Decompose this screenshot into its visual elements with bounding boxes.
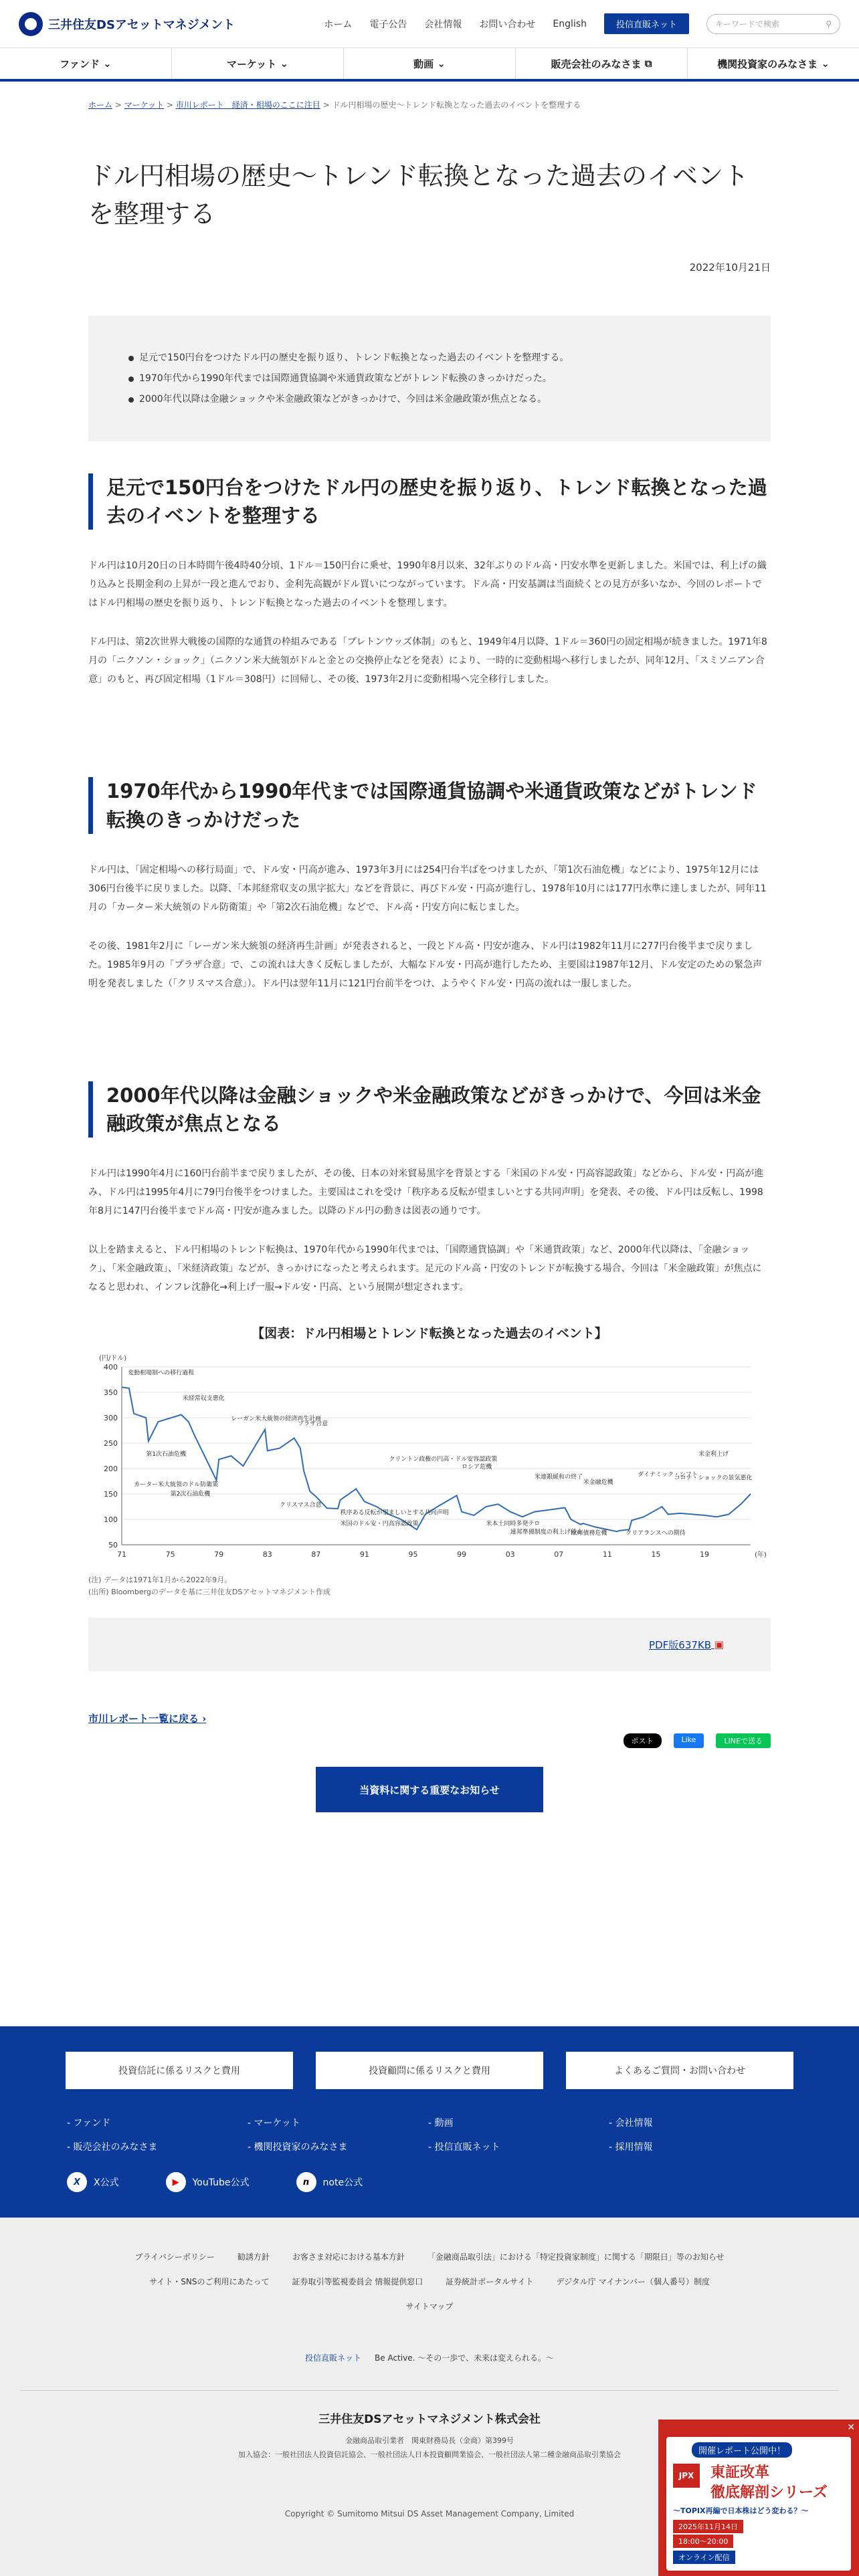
social-links: [67, 2172, 859, 2192]
breadcrumb-current: ドル円相場の歴史～トレンド転換となった過去のイベントを整理する: [332, 100, 581, 110]
chart-annotation: 第1次石油危機: [146, 1451, 187, 1458]
mainnav-institutional[interactable]: 機関投資家のみなさま ⌄: [717, 58, 830, 70]
chart-annotation: 米経常収支悪化: [182, 1395, 225, 1402]
close-icon[interactable]: ✕: [847, 2422, 855, 2433]
x-tick-label: 87: [311, 1549, 321, 1559]
chart-note: (注) データは1971年1月から2022年9月。: [88, 1575, 232, 1584]
banner-time: 18:00～20:00: [673, 2535, 733, 2548]
search-placeholder: キーワードで検索: [715, 19, 780, 29]
body-paragraph: ドル円は10月20日の日本時間午後4時40分頃、1ドル＝150円台に乗せ、1990年8月以来、32年ぶりのドル高・円安水準を更新しました。米国では、利上げの織り込みと長期金利の上昇が一段と進んでおり、金利先高観がドル買いにつながっています。ドル高・円安基調は当面続くとの見方が多いなか、今回のレポートではドル円相場の歴史を振り返り、トレンド転換となった過去のイベントを整理します。: [88, 560, 767, 609]
page-title: ドル円相場の歴史～トレンド転換となった過去のイベントを整理する: [88, 161, 749, 229]
breadcrumb: ホーム > マーケット > 市川レポート 経済・相場のここに注目 > ドル円相場の歴史～トレンド転換となった過去のイベントを整理する: [88, 100, 581, 110]
promo-banner[interactable]: [658, 2420, 859, 2576]
search-icon[interactable]: ⚲: [826, 19, 832, 29]
external-link-icon: ⧉: [644, 58, 652, 70]
footer-stats-portal[interactable]: 証券統計ポータルサイト: [446, 2277, 534, 2286]
x-axis-unit: (年): [755, 1551, 767, 1559]
y-tick-label: 250: [104, 1438, 118, 1448]
nav-contact[interactable]: お問い合わせ: [479, 19, 536, 30]
direct-sales-button[interactable]: 投信直販ネット: [604, 13, 689, 34]
chevron-down-icon: ⌄: [280, 58, 289, 70]
y-tick-label: 350: [104, 1388, 118, 1397]
nav-public-notice[interactable]: 電子公告: [369, 19, 407, 30]
x-tick-label: 79: [214, 1549, 224, 1559]
banner-subtitle: ～TOPIX再編で日本株はどう変わる？～: [673, 2506, 809, 2515]
corp-associations: 加入協会：一般社団法人投資信託協会、一般社団法人日本投資顧問業協会、一般社団法人第二種金融商品取引業協会: [238, 2450, 621, 2459]
pdf-download-bar: [88, 1618, 771, 1671]
summary-item: 1970年代から1990年代までは国際通貨協調や米通貨政策などがトレンド転換のきっかけだった。: [128, 368, 731, 389]
summary-box: [88, 316, 771, 441]
x-tick-label: 03: [505, 1549, 515, 1559]
mainnav-fund[interactable]: ファンド ⌄: [0, 48, 172, 79]
mainnav-video[interactable]: 動画 ⌄: [344, 48, 516, 79]
footer-link-institutional[interactable]: - 機関投資家のみなさま: [248, 2140, 428, 2153]
y-tick-label: 400: [104, 1362, 118, 1372]
chart-annotation: 第2次石油危機: [170, 1490, 211, 1497]
chart-annotation: 米金融危機: [583, 1479, 613, 1486]
share-facebook-button[interactable]: Like: [674, 1733, 704, 1748]
footer-tagline: Be Active. 〜その一歩で、未来は変えられる。〜: [375, 2353, 554, 2363]
y-tick-label: 150: [104, 1489, 118, 1499]
y-axis-label: (円/ドル): [99, 1354, 127, 1362]
y-tick-label: 300: [104, 1413, 118, 1422]
footer-direct-link[interactable]: 投信直販ネット: [305, 2353, 362, 2363]
section-heading: 足元で150円台をつけたドル円の歴史を振り返り、トレンド転換となった過去のイベントを整理する: [88, 473, 771, 530]
footer-sesc[interactable]: 証券取引等監視委員会 情報提供窓口: [292, 2277, 423, 2286]
footer-faq-button[interactable]: よくあるご質問・お問い合わせ: [566, 2052, 793, 2089]
footer-mynumber[interactable]: デジタル庁 マイナンバー（個人番号）制度: [556, 2277, 710, 2286]
body-paragraph: 以上を踏まえると、ドル円相場のトレンド転換は、1970年代から1990年代までは、「国際通貨協調」や「米通貨政策」など、2000年代以降は、「金融ショック」、「米金融政策」、「米経済政策」などが、きっかけになったと考えられます。足元のドル高・円安のトレンドが転換する場合、今回は「米金融政策」が焦点になると思われ、インフレ沈静化→利上げ一服→ドル安・円高、という展開が想定されます。: [88, 1244, 762, 1293]
jpx-logo: JPX: [673, 2464, 700, 2488]
search-input[interactable]: [706, 14, 840, 34]
footer-link-distributors[interactable]: - 販売会社のみなさま: [67, 2140, 248, 2153]
footer-link-company[interactable]: - 会社情報: [609, 2116, 776, 2129]
chart-notes: [88, 1574, 771, 1599]
footer-divider: [20, 2390, 839, 2391]
corp-registration: 金融商品取引業者 関東財務局長（金商）第399号: [345, 2436, 514, 2445]
x-icon: X: [67, 2172, 87, 2192]
footer-link-market[interactable]: - マーケット: [248, 2116, 428, 2129]
chevron-down-icon: ⌄: [437, 58, 446, 70]
site-header: [0, 0, 859, 48]
chart-annotation: 連邦準備制度の利上げ停止: [510, 1528, 583, 1535]
section-heading: 2000年代以降は金融ショックや米金融政策などがきっかけで、今回は米金融政策が焦点となる: [88, 1081, 771, 1138]
section-heading: 1970年代から1990年代までは国際通貨協調や米通貨政策などがトレンド転換のきっかけだった: [88, 777, 771, 833]
mainnav-market[interactable]: マーケット ⌄: [172, 48, 344, 79]
banner-headline-1: 東証改革: [710, 2464, 770, 2481]
share-x-button[interactable]: ポスト: [624, 1733, 662, 1748]
summary-item: 足元で150円台をつけたドル円の歴史を振り返り、トレンド転換となった過去のイベントを整理する。: [128, 348, 731, 368]
publish-date: 2022年10月21日: [689, 261, 771, 274]
banner-headline-2: 徹底解剖シリーズ: [710, 2484, 828, 2501]
important-notice-button[interactable]: 当資料に関する重要なお知らせ: [316, 1767, 543, 1812]
chart-annotation: クリスマス合意: [279, 1501, 322, 1509]
x-tick-label: 75: [165, 1549, 175, 1559]
footer-privacy[interactable]: プライバシーポリシー: [134, 2252, 215, 2262]
x-tick-label: 95: [408, 1549, 418, 1559]
y-tick-label: 100: [104, 1515, 118, 1524]
body-paragraph: ドル円は1990年4月に160円台前半まで戻りましたが、その後、日本の対米貿易黒字を背景とする「米国のドル安・円高容認政策」などから、ドル安・円高が進み、ドル円は1995年4月に79円台後半をつけました。主要国はこれを受け「秩序ある反転が望ましいとする共同声明」を発表、その後、ドル円は反転し、1998年8月に147円台後半までドル高・円安が進みました。以降のドル円の動きは図表の通りです。: [88, 1168, 764, 1216]
chart-annotation: 秩序ある反転が望ましいとする共同声明: [340, 1509, 449, 1517]
banner-mode: オンライン配信: [673, 2551, 735, 2564]
y-tick-label: 50: [108, 1540, 118, 1549]
social-youtube[interactable]: ▶ YouTube公式: [166, 2172, 250, 2192]
chart-annotation: コロナ・ショックの景気悪化: [674, 1475, 753, 1482]
main-nav: [0, 48, 859, 82]
chart-annotation: 米本土同時多発テロ: [486, 1520, 541, 1527]
chart-annotation: 欧州債務危機: [571, 1529, 607, 1537]
footer-link-direct[interactable]: - 投信直販ネット: [428, 2140, 609, 2153]
share-buttons: [88, 1733, 771, 1748]
chart-title: 【図表：ドル円相場とトレンド転換となった過去のイベント】: [252, 1325, 607, 1341]
body-paragraph: その後、1981年2月に「レーガン米大統領の経済再生計画」が発表されると、一段とドル高・円安が進み、ドル円は1982年11月に277円台後半まで戻りました。1985年9月の「プラザ合意」で、この流れは大きく反転しましたが、大幅なドル安・円高が進行したため、主要国は1987年12月、ドル安定のための緊急声明を発表しました（「クリスマス合意」）。ドル円は翌年11月に121円台前半をつけ、ようやくドル安・円高の流れは一服しました。: [88, 940, 763, 989]
back-to-list-link[interactable]: 市川レポート一覧に戻る ›: [88, 1713, 207, 1725]
x-tick-label: 07: [554, 1549, 564, 1559]
summary-item: 2000年代以降は金融ショックや米金融政策などがきっかけで、今回は米金融政策が焦点となる。: [128, 389, 731, 410]
mainnav-distributors[interactable]: 販売会社のみなさま ⧉: [516, 48, 688, 79]
chevron-down-icon: ⌄: [103, 58, 112, 70]
x-tick-label: 19: [700, 1549, 710, 1559]
nav-english[interactable]: English: [553, 18, 587, 29]
footer-customer-policy[interactable]: お客さま対応における基本方針: [292, 2252, 405, 2262]
breadcrumb-home[interactable]: ホーム: [88, 100, 113, 110]
chart-annotation: 変動相場制への移行過程: [128, 1370, 195, 1377]
chart-annotation: ロシア危機: [462, 1463, 492, 1471]
x-tick-label: 83: [262, 1549, 272, 1559]
x-tick-label: 71: [117, 1549, 126, 1559]
footer-risk-advisory-button[interactable]: 投資顧問に係るリスクと費用: [316, 2052, 543, 2089]
top-nav: [324, 13, 840, 34]
chart-annotation: 米金利上げ: [698, 1451, 729, 1458]
breadcrumb-report[interactable]: 市川レポート 経済・相場のここに注目: [175, 100, 320, 110]
footer-links: [67, 2116, 859, 2153]
body-paragraph: ドル円は、「固定相場への移行局面」で、ドル安・円高が進み、1973年3月には254円台半ばをつけましたが、「第1次石油危機」などにより、1975年12月には306円台後半に戻りました。以降、「本邦経常収支の黒字拡大」などを背景に、再びドル安・円高が進行し、1978年10月には177円水準に達しましたが、同年11月の「カーター米大統領のドル防衛策」や「第2次石油危機」などで、ドル高・円安方向に転じました。: [88, 864, 767, 913]
footer-link-fund[interactable]: - ファンド: [67, 2116, 248, 2129]
chart-annotation: カーター米大統領のドル防衛策: [134, 1481, 219, 1489]
breadcrumb-market[interactable]: マーケット: [124, 100, 165, 110]
logo-text: 三井住友DSアセットマネジメント: [48, 17, 235, 32]
youtube-icon: ▶: [166, 2172, 186, 2192]
x-tick-label: 99: [457, 1549, 467, 1559]
corp-name: 三井住友DSアセットマネジメント株式会社: [318, 2413, 541, 2426]
footer-link-recruit[interactable]: - 採用情報: [609, 2140, 776, 2153]
body-paragraph: ドル円は、第2次世界大戦後の国際的な通貨の枠組みである「ブレトンウッズ体制」のもと、1949年4月以降、1ドル＝360円の固定相場が続きました。1971年8月の「ニクソン・ショック」（ニクソン米大統領がドルと金との交換停止などを発表）により、一時的に変動相場へ移行しましたが、同年12月、「スミソニアン合意」のもと、再び固定相場（1ドル＝308円）に回帰し、その後、1973年2月に変動相場へ完全移行しました。: [88, 637, 767, 685]
footer-link-video[interactable]: - 動画: [428, 2116, 609, 2129]
nav-home[interactable]: ホーム: [324, 19, 353, 30]
nav-company[interactable]: 会社情報: [424, 19, 462, 30]
chart-source: (出所) Bloombergのデータを基に三井住友DSアセットマネジメント作成: [88, 1588, 330, 1597]
banner-date: 2025年11月14日: [673, 2520, 743, 2533]
x-tick-label: 91: [359, 1549, 369, 1559]
chart-annotation: ダイナミック・シフト: [638, 1471, 698, 1479]
chart-annotation: 米国のドル安・円高容認政策: [340, 1520, 419, 1527]
share-line-button[interactable]: LINEで送る: [716, 1733, 771, 1748]
y-tick-label: 200: [104, 1464, 118, 1473]
usdjpy-line-chart: [88, 1351, 771, 1572]
logo-mark-icon: [19, 12, 43, 36]
social-x[interactable]: X X公式: [67, 2172, 119, 2192]
pdf-download-link[interactable]: PDF版637KB: [649, 1638, 712, 1651]
x-tick-label: 11: [602, 1549, 612, 1559]
note-icon: n: [296, 2172, 316, 2192]
chart-annotation: プラザ合意: [298, 1420, 328, 1428]
chart-annotation: クリントン政権の円高・ドル安容認政策: [389, 1456, 498, 1463]
footer-sns-terms[interactable]: サイト・SNSのご利用にあたって: [149, 2277, 270, 2286]
copyright: Copyright © Sumitomo Mitsui DS Asset Management Company, Limited: [284, 2508, 575, 2518]
footer-specified-investor[interactable]: 「金融商品取引法」における「特定投資家制度」に関する「期限日」等のお知らせ: [427, 2252, 725, 2262]
footer-solicitation[interactable]: 勧誘方針: [237, 2252, 270, 2262]
footer-risk-fund-button[interactable]: 投資信託に係るリスクと費用: [66, 2052, 293, 2089]
site-logo[interactable]: [19, 12, 235, 36]
chevron-down-icon: ⌄: [821, 58, 830, 70]
pdf-icon: ▣: [714, 1638, 724, 1651]
chart-annotation: レーガン米大統領の経済再生計画: [231, 1415, 322, 1422]
footer-sitemap[interactable]: サイトマップ: [405, 2302, 454, 2311]
social-note[interactable]: n note公式: [296, 2172, 363, 2192]
x-tick-label: 15: [651, 1549, 661, 1559]
chart-annotation: クリアランスへの期待: [626, 1529, 686, 1537]
banner-badge: 開催レポート公開中！: [692, 2442, 792, 2458]
chart-annotation: 米連銀緩和の終了: [534, 1473, 583, 1481]
footer-main: [0, 2026, 859, 2218]
